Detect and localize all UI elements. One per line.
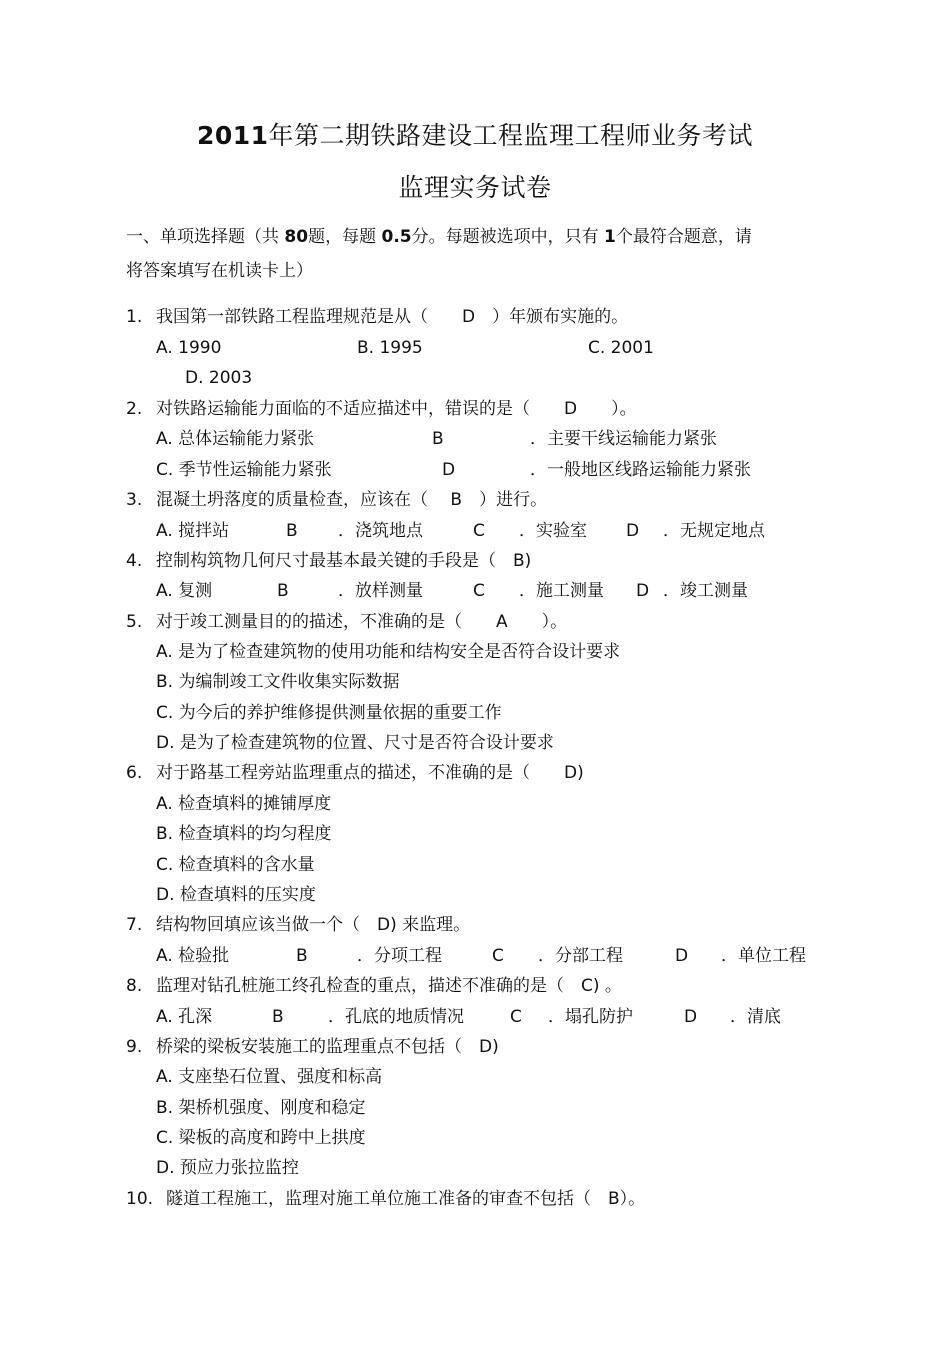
title-text: 年第二期铁路建设工程监理工程师业务考试 [268, 121, 754, 150]
section-text: 将答案填写在机读卡上） [126, 261, 313, 281]
option-b-letter: B [277, 581, 289, 601]
option-c: C. 季节性运输能力紧张 [156, 460, 332, 480]
option-b-letter: B [272, 1007, 284, 1027]
question-2 [126, 398, 637, 420]
question-number: 4. [126, 551, 143, 571]
option-d: D. 预应力张拉监控 [156, 1158, 299, 1178]
question-number: 3. [126, 490, 143, 510]
section-text: 一、单项选择题（共 [126, 227, 279, 247]
option-a: A. 搅拌站 [156, 521, 230, 541]
question-text: 隧道工程施工，监理对施工单位施工准备的审查不包括（ B）。 [166, 1189, 646, 1209]
question-text: 桥梁的梁板安装施工的监理重点不包括（ D) [156, 1037, 499, 1057]
option-b: B. 为编制竣工文件收集实际数据 [156, 672, 400, 692]
option-a: A. 总体运输能力紧张 [156, 429, 315, 449]
option-d-letter: D [442, 460, 456, 480]
option-a: A. 是为了检查建筑物的使用功能和结构安全是否符合设计要求 [156, 642, 621, 662]
option-d: ．竣工测量 [663, 581, 748, 601]
question-3 [126, 489, 548, 511]
option-d: D. 2003 [185, 368, 253, 388]
question-6 [126, 762, 584, 784]
option-d-letter: D [626, 521, 640, 541]
option-b: ．孔底的地质情况 [328, 1007, 464, 1027]
question-text: 对铁路运输能力面临的不适应描述中，错误的是（ D ）。 [156, 399, 637, 419]
question-number: 2. [126, 399, 143, 419]
question-text: 结构物回填应该当做一个（ D) 来监理。 [156, 915, 471, 935]
option-d: D. 检查填料的压实度 [156, 885, 316, 905]
option-c: ．施工测量 [519, 581, 604, 601]
question-number: 5. [126, 612, 143, 632]
answer-count: 1 [604, 227, 616, 247]
option-b: B. 1995 [357, 338, 423, 358]
option-b-letter: B [286, 521, 298, 541]
option-c: ．实验室 [519, 521, 587, 541]
option-c: C. 为今后的养护维修提供测量依据的重要工作 [156, 703, 502, 723]
section-text: 分。每题被选项中，只有 [411, 227, 599, 247]
document-subtitle: 监理实务试卷 [398, 173, 552, 202]
question-text: 监理对钻孔桩施工终孔检查的重点，描述不准确的是（ C) 。 [156, 976, 622, 996]
option-c-letter: C [473, 581, 485, 601]
option-b: ．浇筑地点 [338, 521, 423, 541]
question-5 [126, 611, 568, 633]
question-8 [126, 975, 622, 997]
question-number: 6. [126, 763, 143, 783]
option-a: A. 孔深 [156, 1007, 213, 1027]
option-a: A. 复测 [156, 581, 213, 601]
option-a: A. 1990 [156, 338, 222, 358]
option-b: ．主要干线运输能力紧张 [530, 429, 717, 449]
question-count: 80 [284, 227, 309, 247]
option-d: ．单位工程 [721, 946, 806, 966]
question-9 [126, 1036, 499, 1058]
title-year: 2011 [196, 121, 269, 150]
option-c-letter: C [473, 521, 485, 541]
option-c: C. 检查填料的含水量 [156, 855, 315, 875]
option-b: B. 检查填料的均匀程度 [156, 824, 332, 844]
section-text: 个最符合题意，请 [615, 227, 752, 247]
option-c-letter: C [510, 1007, 522, 1027]
option-a: A. 检查填料的摊铺厚度 [156, 794, 332, 814]
option-c: ．塌孔防护 [548, 1007, 633, 1027]
section-text: 题，每题 [308, 227, 377, 247]
question-text: 混凝土坍落度的质量检查，应该在（ B ）进行。 [156, 490, 548, 510]
option-a: A. 检验批 [156, 946, 230, 966]
question-text: 对于路基工程旁站监理重点的描述，不准确的是（ D) [156, 763, 584, 783]
question-text: 对于竣工测量目的的描述，不准确的是（ A ）。 [156, 612, 568, 632]
option-b-letter: B [296, 946, 308, 966]
option-d-letter: D [684, 1007, 698, 1027]
question-number: 9. [126, 1037, 143, 1057]
question-number: 7. [126, 915, 143, 935]
question-text: 控制构筑物几何尺寸最基本最关键的手段是（ B) [156, 551, 532, 571]
option-c: C. 2001 [588, 338, 654, 358]
option-a: A. 支座垫石位置、强度和标高 [156, 1067, 383, 1087]
question-1 [126, 306, 629, 328]
option-c: ．分部工程 [538, 946, 623, 966]
question-number: 8. [126, 976, 143, 996]
option-d: ．无规定地点 [663, 521, 765, 541]
section-heading [126, 220, 826, 288]
question-text: 我国第一部铁路工程监理规范是从（ D ）年颁布实施的。 [156, 307, 629, 327]
option-d: ．一般地区线路运输能力紧张 [530, 460, 751, 480]
option-d-letter: D [636, 581, 650, 601]
option-c: C. 梁板的高度和跨中上拱度 [156, 1128, 366, 1148]
question-score: 0.5 [381, 227, 412, 247]
option-d-letter: D [675, 946, 689, 966]
option-b: ．分项工程 [357, 946, 442, 966]
option-b: ．放样测量 [338, 581, 423, 601]
option-d: D. 是为了检查建筑物的位置、尺寸是否符合设计要求 [156, 733, 554, 753]
question-number: 1. [126, 307, 143, 327]
question-7 [126, 914, 471, 936]
question-10 [126, 1188, 646, 1210]
question-4 [126, 550, 532, 572]
question-number: 10. [126, 1189, 154, 1209]
option-b-letter: B [432, 429, 444, 449]
option-b: B. 架桥机强度、刚度和稳定 [156, 1098, 366, 1118]
document-title [0, 116, 950, 152]
option-c-letter: C [492, 946, 504, 966]
option-d: ．清底 [730, 1007, 781, 1027]
